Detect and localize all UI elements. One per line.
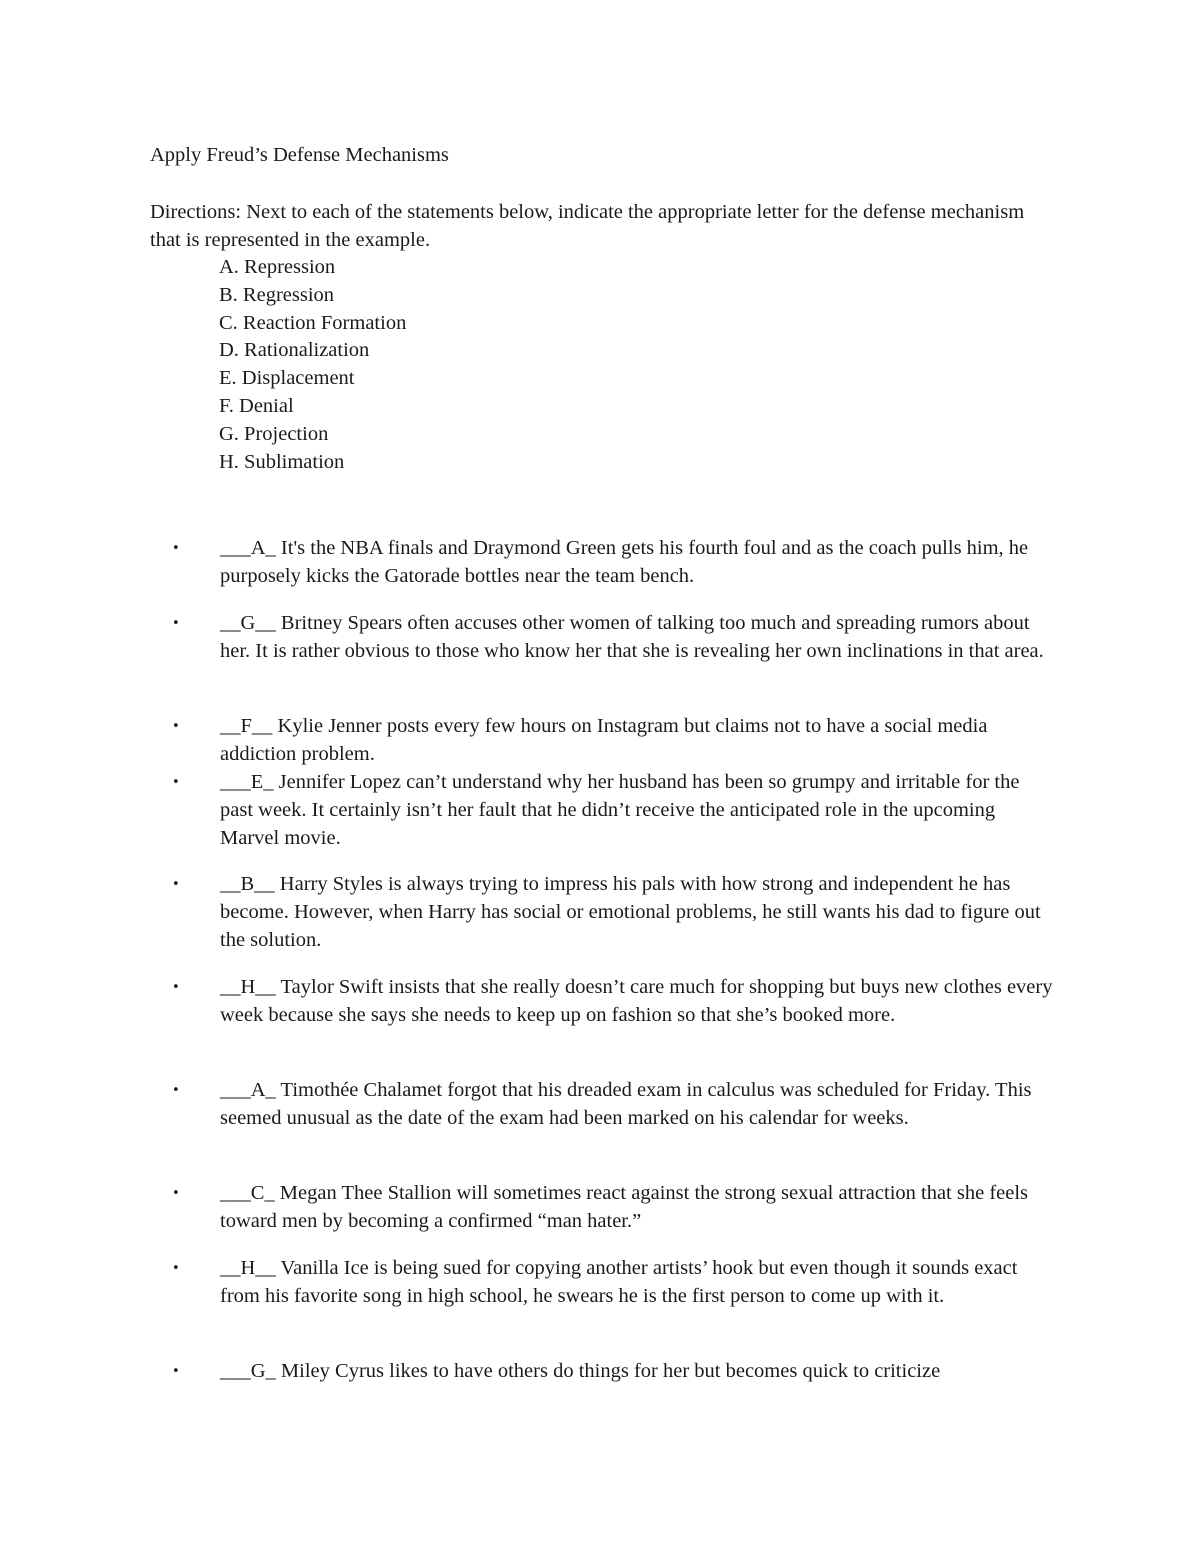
option-b: B. Regression [219, 283, 335, 306]
option-h: H. Sublimation [219, 450, 345, 473]
statement-text: ___E_ Jennifer Lopez can’t understand why her husband has been so grumpy and irritable for the past week. It certainly isn’t her fault that he didn’t receive the anticipated role in the upcoming Marvel movie. [220, 771, 1020, 849]
directions-text: Directions: Next to each of the statements below, indicate the appropriate letter for the defense mechanism that is represented in the example. [150, 201, 1025, 251]
statement-text: __F__ Kylie Jenner posts every few hours on Instagram but claims not to have a social media addiction problem. [220, 715, 988, 765]
bullet-icon: • [172, 980, 180, 995]
bullet-icon: • [172, 1186, 180, 1201]
statement-text: __H__ Taylor Swift insists that she really doesn’t care much for shopping but buys new clothes every week because she says she needs to keep up on fashion so that she’s booked more. [220, 976, 1053, 1026]
statement-text: __H__ Vanilla Ice is being sued for copying another artists’ hook but even though it sounds exact from his favorite song in high school, he swears he is the first person to come up with it. [220, 1257, 1018, 1307]
bullet-icon: • [172, 1261, 180, 1276]
defense-mechanism-options [219, 254, 406, 476]
option-g: G. Projection [219, 422, 329, 445]
bullet-icon: • [172, 775, 180, 790]
option-e: E. Displacement [219, 367, 355, 390]
statement-text: __B__ Harry Styles is always trying to impress his pals with how strong and independent he has become. However, when Harry has social or emotional problems, he still wants his dad to figure out the solution. [220, 873, 1041, 951]
option-a: A. Repression [219, 256, 336, 278]
bullet-icon: • [172, 616, 180, 631]
statement-text: __G__ Britney Spears often accuses other women of talking too much and spreading rumors about her. It is rather obvious to those who know her that she is revealing her own inclinations in that area. [220, 612, 1044, 662]
option-c: C. Reaction Formation [219, 311, 407, 334]
bullet-icon: • [172, 1364, 180, 1379]
statement-text: ___A_ It's the NBA finals and Draymond Green gets his fourth foul and as the coach pulls him, he purposely kicks the Gatorade bottles near the team bench. [220, 537, 1029, 587]
statement-text: ___G_ Miley Cyrus likes to have others do things for her but becomes quick to criticize [220, 1360, 941, 1382]
bullet-icon: • [172, 1083, 180, 1098]
option-d: D. Rationalization [219, 339, 370, 362]
bullet-icon: • [172, 541, 180, 556]
statement-text: ___A_ Timothée Chalamet forgot that his dreaded exam in calculus was scheduled for Friday. This seemed unusual as the date of the exam had been marked on his calendar for weeks. [220, 1079, 1032, 1129]
option-f: F. Denial [219, 394, 294, 417]
bullet-icon: • [172, 719, 180, 734]
bullet-icon: • [172, 877, 180, 892]
page-title: Apply Freud’s Defense Mechanisms [150, 144, 449, 166]
statement-text: ___C_ Megan Thee Stallion will sometimes react against the strong sexual attraction that she feels toward men by becoming a confirmed “man hater.” [220, 1182, 1029, 1232]
